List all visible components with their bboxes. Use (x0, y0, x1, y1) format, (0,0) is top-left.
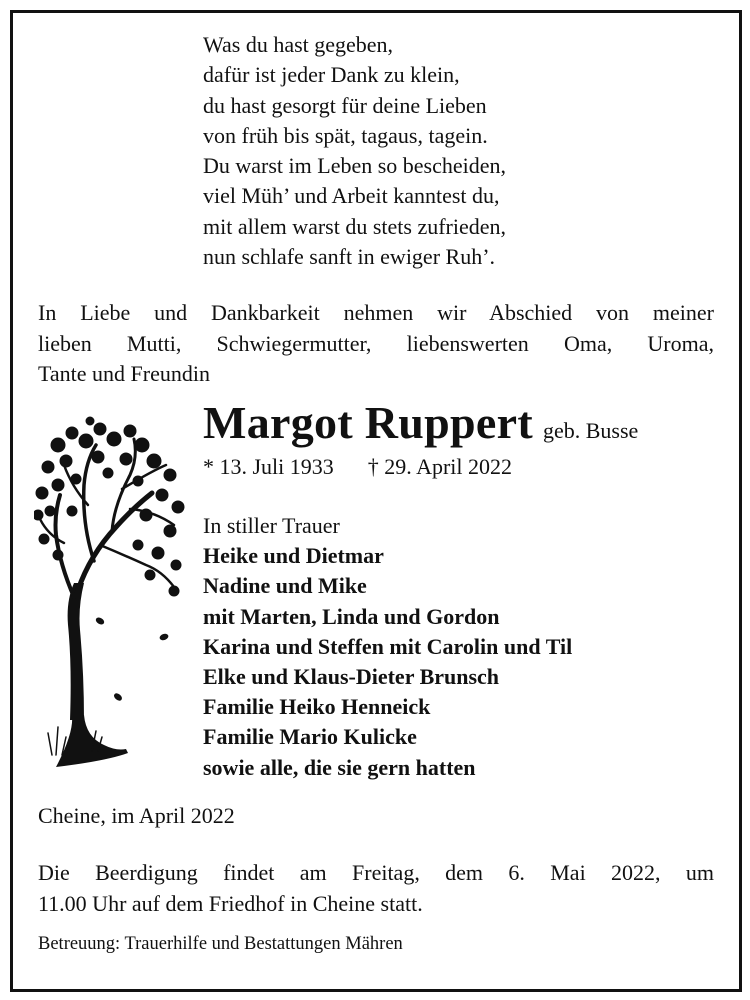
deceased-name: Margot Ruppert (203, 397, 533, 448)
intro-line: lieben Mutti, Schwiegermutter, liebenswerten Oma, Uroma, (38, 330, 714, 356)
poem-line: viel Müh’ und Arbeit kanntest du, (203, 183, 500, 209)
poem-line: Du warst im Leben so bescheiden, (203, 153, 507, 179)
mourners-list (203, 511, 572, 783)
funeral-info (38, 858, 714, 919)
mourner: Karina und Steffen mit Carolin und Til (203, 633, 573, 659)
funeral-home-credit: Betreuung: Trauerhilfe und Bestattungen Mähren (38, 934, 403, 954)
farewell-intro (38, 298, 714, 390)
deceased-name-row (203, 396, 638, 449)
mourner: Nadine und Mike (203, 573, 367, 599)
intro-line: In Liebe und Dankbarkeit nehmen wir Abschied von meiner (38, 300, 714, 325)
mourning-heading: In stiller Trauer (203, 513, 340, 538)
mourner: sowie alle, die sie gern hatten (203, 754, 476, 780)
mourner: Familie Heiko Henneick (203, 694, 431, 720)
mourner: Familie Mario Kulicke (203, 724, 417, 750)
poem-line: du hast gesorgt für deine Lieben (203, 92, 487, 118)
intro-line: Tante und Freundin (38, 361, 210, 386)
poem-line: Was du hast gegeben, (203, 32, 394, 57)
funeral-line: Die Beerdigung findet am Freitag, dem 6. Mai 2022, um (38, 860, 714, 885)
mourner: Heike und Dietmar (203, 543, 384, 569)
funeral-line: 11.00 Uhr auf dem Friedhof in Cheine statt. (38, 890, 423, 916)
poem-line: dafür ist jeder Dank zu klein, (203, 62, 460, 88)
tree-silhouette-icon (34, 415, 186, 775)
poem (203, 30, 506, 272)
birth-name: geb. Busse (542, 418, 639, 443)
death-date: † 29. April 2022 (367, 454, 513, 479)
poem-line: nun schlafe sanft in ewiger Ruh’. (203, 244, 496, 270)
place-date: Cheine, im April 2022 (38, 803, 235, 828)
poem-line: mit allem warst du stets zufrieden, (203, 213, 507, 239)
birth-date: * 13. Juli 1933 (203, 454, 334, 479)
mourner: mit Marten, Linda und Gordon (203, 603, 500, 629)
poem-line: von früh bis spät, tagaus, tagein. (203, 122, 488, 148)
life-dates (203, 454, 512, 480)
mourner: Elke und Klaus-Dieter Brunsch (203, 664, 500, 690)
